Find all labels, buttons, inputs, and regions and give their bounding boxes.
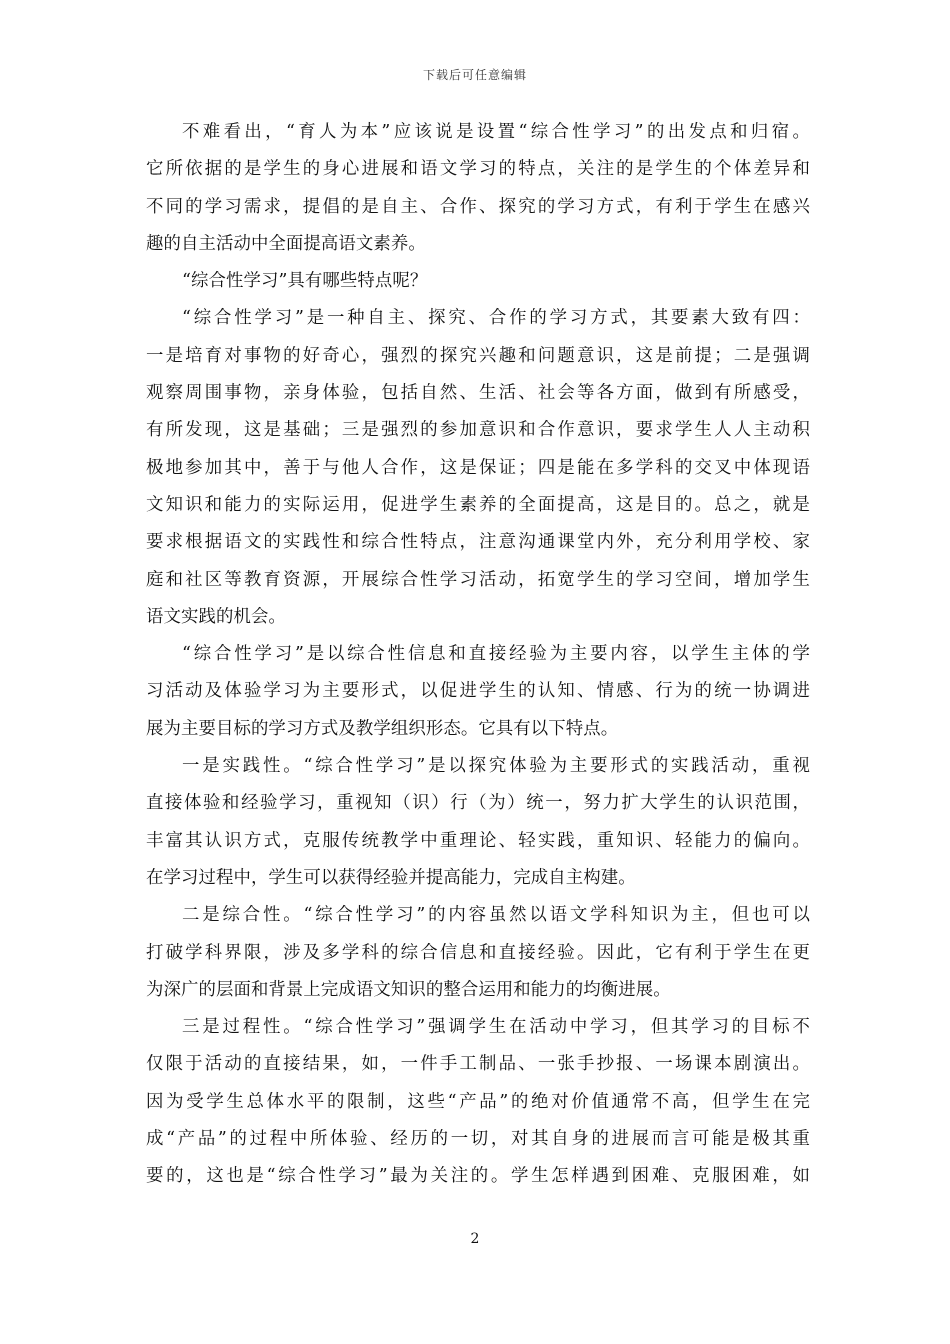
- text-line: “综合性学习”是一种自主、探究、合作的学习方式，其要素大致有四：: [182, 308, 810, 329]
- text-line: 一是培育对事物的好奇心，强烈的探究兴趣和问题意识，这是前提；二是强调: [146, 345, 810, 366]
- page-header: 下载后可任意编辑: [422, 68, 527, 82]
- text-line: 要的，这也是“综合性学习”最为关注的。学生怎样遇到困难、克服困难，如: [146, 1166, 810, 1187]
- text-line: 不同的学习需求，提倡的是自主、合作、探究的学习方式，有利于学生在感兴: [146, 196, 810, 217]
- text-line: 二是综合性。“综合性学习”的内容虽然以语文学科知识为主，但也可以: [182, 905, 810, 926]
- text-line: 丰富其认识方式，克服传统教学中重理论、轻实践，重知识、轻能力的偏向。: [146, 830, 810, 851]
- text-line: 习活动及体验学习为主要形式，以促进学生的认知、情感、行为的统一协调进: [146, 681, 810, 702]
- text-line: 有所发现，这是基础；三是强烈的参加意识和合作意识，要求学生人人主动积: [146, 420, 810, 441]
- text-line: 不难看出，“育人为本”应该说是设置“综合性学习”的出发点和归宿。: [182, 122, 810, 142]
- text-line: 仅限于活动的直接结果，如，一件手工制品、一张手抄报、一场课本剧演出。: [146, 1054, 810, 1075]
- text-line: 为深广的层面和背景上完成语文知识的整合运用和能力的均衡进展。: [146, 979, 671, 1000]
- text-line: 成“产品”的过程中所体验、经历的一切，对其自身的进展而言可能是极其重: [146, 1129, 810, 1150]
- text-line: 语文实践的机会。: [146, 606, 286, 627]
- text-line: 在学习过程中，学生可以获得经验并提高能力，完成自主构建。: [146, 867, 636, 888]
- page-number: 2: [470, 1231, 480, 1247]
- text-line: 文知识和能力的实际运用，促进学生素养的全面提高，这是目的。总之，就是: [146, 494, 810, 515]
- text-line: “综合性学习”是以综合性信息和直接经验为主要内容，以学生主体的学: [182, 644, 810, 665]
- text-line: 它所依据的是学生的身心进展和语文学习的特点，关注的是学生的个体差异和: [146, 159, 810, 180]
- text-line: 趣的自主活动中全面提高语文素养。: [146, 233, 426, 254]
- text-line: 要求根据语文的实践性和综合性特点，注意沟通课堂内外，充分利用学校、家: [146, 532, 810, 553]
- text-line: 一是实践性。“综合性学习”是以探究体验为主要形式的实践活动，重视: [182, 756, 810, 777]
- text-line: 庭和社区等教育资源，开展综合性学习活动，拓宽学生的学习空间，增加学生: [146, 569, 810, 590]
- text-line: 直接体验和经验学习，重视知（识）行（为）统一，努力扩大学生的认识范围，: [146, 793, 810, 814]
- text-line: 打破学科界限，涉及多学科的综合信息和直接经验。因此，它有利于学生在更: [146, 942, 810, 963]
- text-line: 展为主要目标的学习方式及教学组织形态。它具有以下特点。: [146, 718, 619, 739]
- body-text: [146, 114, 810, 1196]
- text-line: 因为受学生总体水平的限制，这些“产品”的绝对价值通常不高，但学生在完: [146, 1091, 810, 1112]
- text-line: 观察周围事物，亲身体验，包括自然、生活、社会等各方面，做到有所感受，: [146, 383, 810, 404]
- text-line: 极地参加其中，善于与他人合作，这是保证；四是能在多学科的交叉中体现语: [146, 457, 810, 478]
- text-line: “综合性学习”具有哪些特点呢？: [182, 271, 428, 292]
- text-line: 三是过程性。“综合性学习”强调学生在活动中学习，但其学习的目标不: [182, 1017, 810, 1038]
